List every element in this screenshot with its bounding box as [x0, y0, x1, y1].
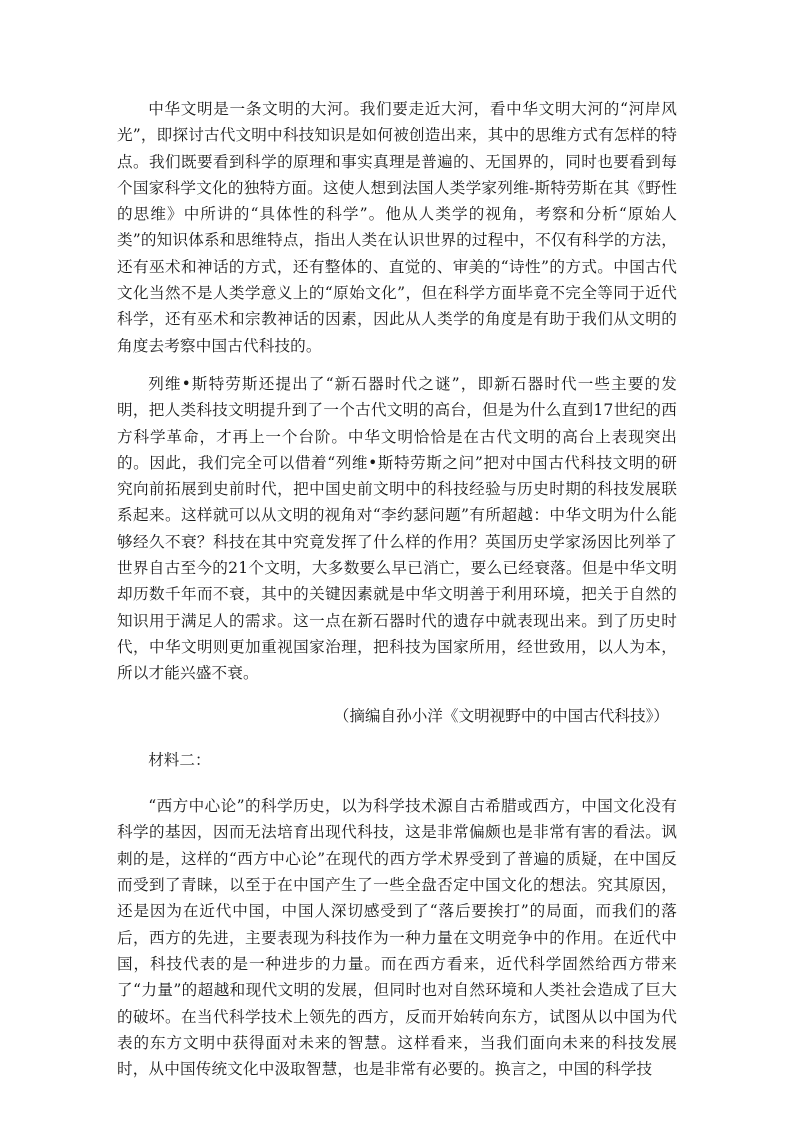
document-page [117, 96, 677, 1082]
source-citation: （摘编自孙小洋《文明视野中的中国古代科技》） [333, 706, 669, 725]
material-2-label: 材料二： [148, 750, 211, 769]
paragraph-1: 中华文明是一条文明的大河。我们要走近大河，看中华文明大河的“河岸风光”，即探讨古代文明中科技知识是如何被创造出来，其中的思维方式有怎样的特点。我们既要看到科学的原理和事实真理是普遍的、无国界的，同时也要看到每个国家科学文化的独特方面。这使人想到法国人类学家列维-斯特劳斯在其《野性的思维》中所讲的“具体性的科学”。他从人类学的视角，考察和分析“原始人类”的知识体系和思维特点，指出人类在认识世界的过程中，不仅有科学的方法，还有巫术和神话的方式，还有整体的、直觉的、审美的“诗性”的方式。中国古代文化当然不是人类学意义上的“原始文化”，但在科学方面毕竟不完全等同于近代科学，还有巫术和宗教神话的因素，因此从人类学的角度是有助于我们从文明的角度去考察中国古代科技的。 [117, 100, 677, 355]
paragraph-2: 列维•斯特劳斯还提出了“新石器时代之谜”，即新石器时代一些主要的发明，把人类科技文明提升到了一个古代文明的高台，但是为什么直到17世纪的西方科学革命，才再上一个台阶。中华文明恰恰是在古代文明的高台上表现突出的。因此，我们完全可以借着“列维•斯特劳斯之问”把对中国古代科技文明的研究向前拓展到史前时代，把中国史前文明中的科技经验与历史时期的科技发展联系起来。这样就可以从文明的视角对“李约瑟问题”有所超越：中华文明为什么能够经久不衰？科技在其中究竟发挥了什么样的作用？英国历史学家汤因比列举了世界自古至今的21个文明，大多数要么早已消亡，要么已经衰落。但是中华文明却历数千年而不衰，其中的关键因素就是中华文明善于利用环境，把关于自然的知识用于满足人的需求。这一点在新石器时代的遗存中就表现出来。到了历史时代，中华文明则更加重视国家治理，把科技为国家所用，经世致用，以人为本，所以才能兴盛不衰。 [117, 374, 677, 683]
paragraph-3: “西方中心论”的科学历史，以为科学技术源自古希腊或西方，中国文化没有科学的基因，因而无法培育出现代科技，这是非常偏颇也是非常有害的看法。讽刺的是，这样的“西方中心论”在现代的西方学术界受到了普遍的质疑，在中国反而受到了青睐，以至于在中国产生了一些全盘否定中国文化的想法。究其原因，还是因为在近代中国，中国人深切感受到了“落后要挨打”的局面，而我们的落后，西方的先进，主要表现为科技作为一种力量在文明竞争中的作用。在近代中国，科技代表的是一种进步的力量。而在西方看来，近代科学固然给西方带来了“力量”的超越和现代文明的发展，但同时也对自然环境和人类社会造成了巨大的破坏。在当代科学技术上领先的西方，反而开始转向东方，试图从以中国为代表的东方文明中获得面对未来的智慧。这样看来，当我们面向未来的科技发展时，从中国传统文化中汲取智慧，也是非常有必要的。换言之，中国的科学技 [117, 797, 677, 1079]
